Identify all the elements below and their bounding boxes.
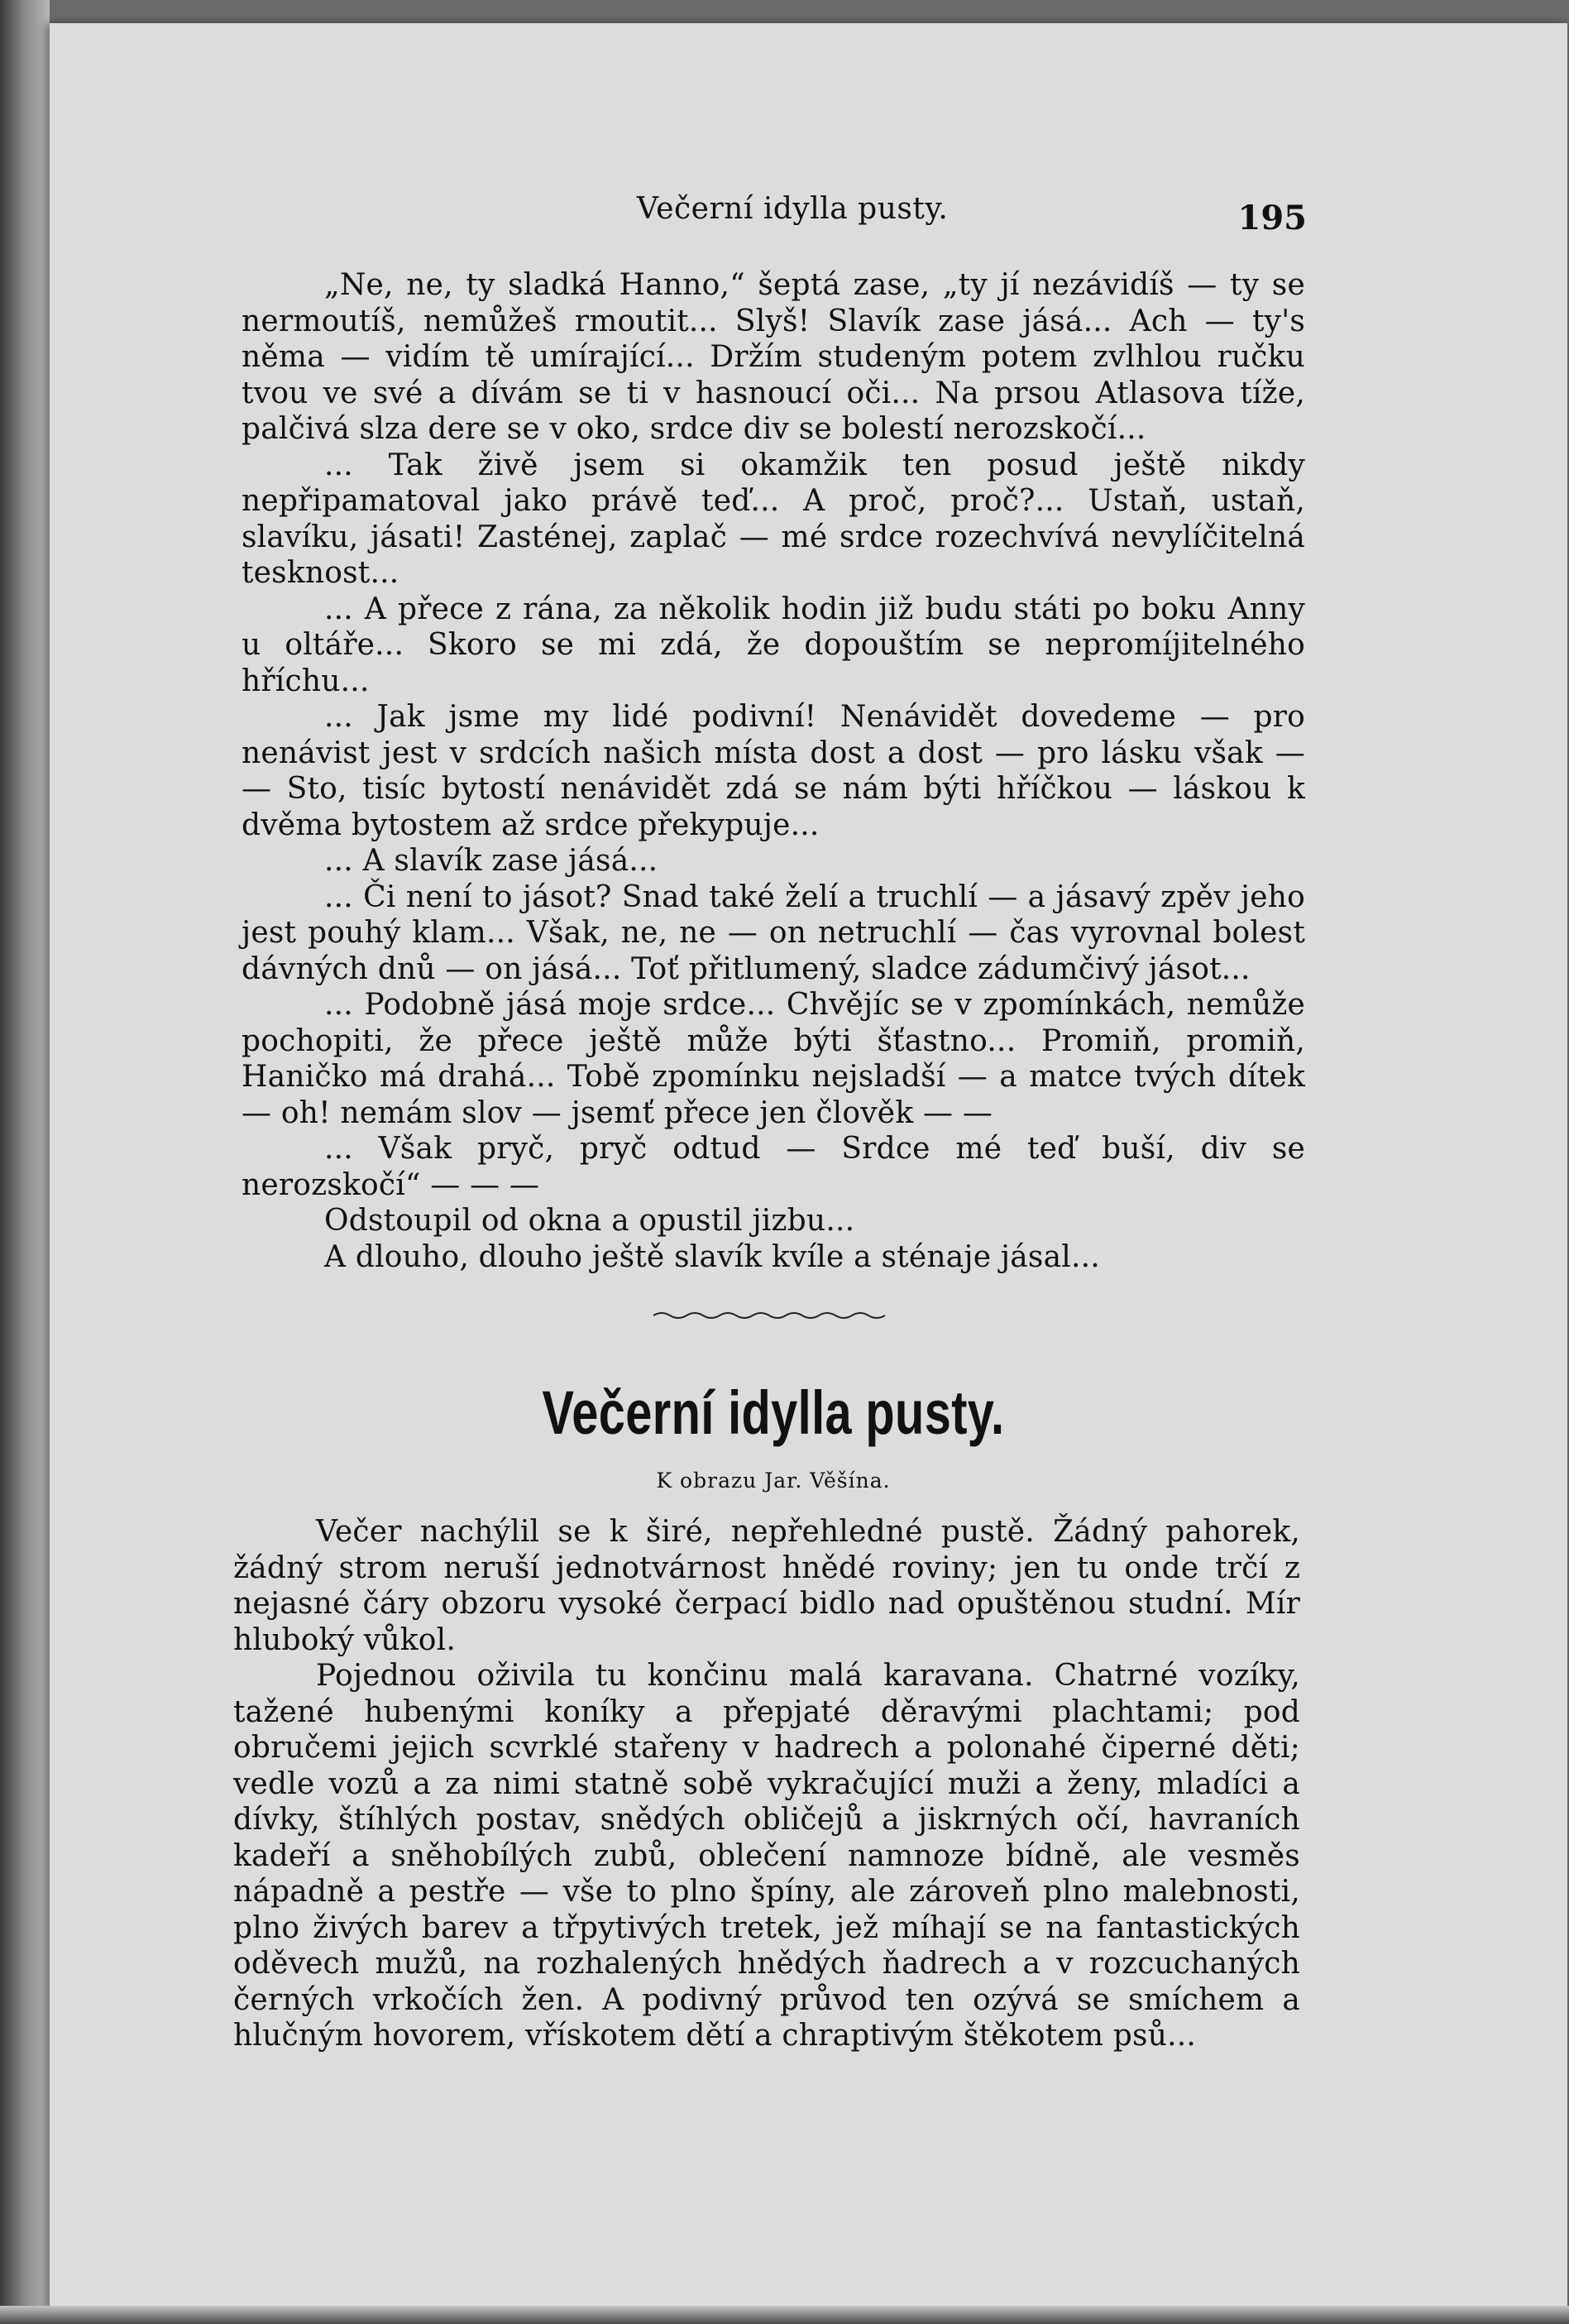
paragraph: Pojednou oživila tu končinu malá karavana. Chatrné vozíky, tažené hubenými koníky a přepjaté děravými plachtami; pod obručemi jejich scvrklé stařeny v hadrech a polonahé čiperné děti; vedle vozů a za nimi statně sobě vykračující muži a ženy, mladíci a dívky, štíhlých postav, snědých obličejů a jiskrných očí, havraních kadeří a sněhobílých zubů, oblečení namnoze bídně, ale vesměs nápadně a pestře — vše to plno špíny, ale zároveň plno malebnosti, plno živých barev a třpytivých tretek, jež míhají se na fantastických oděvech mužů, na rozhalených hnědých ňadrech a v rozcuchaných černých vrkočích žen. A podivný průvod ten ozývá se smíchem a hlučným hovorem, vřískotem dětí a chraptivým štěkotem psů...: [233, 1659, 1300, 2053]
page-number: 195: [1237, 199, 1307, 237]
paragraph: ... A přece z rána, za několik hodin již budu státi po boku Anny u oltáře... Skoro se mi zdá, že dopouštím se nepromíjitelného hříchu...: [242, 592, 1305, 698]
paragraph: „Ne, ne, ty sladká Hanno,“ šeptá zase, „ty jí nezávidíš — ty se nermoutíš, nemůžeš rmoutit... Slyš! Slavík zase jásá... Ach — ty's něma — vidím tě umírající... Držím studeným potem zvlhlou ručku tvou ve své a dívám se ti v hasnoucí oči... Na prsou Atlasova tíže, palčivá slza dere se v oko, srdce div se bolestí nerozskočí...: [242, 268, 1305, 446]
book-gutter-shadow: [0, 0, 50, 2324]
text-block-continuation: [242, 267, 1305, 1275]
page-bottom-edge: [0, 2306, 1569, 2324]
paragraph: Odstoupil od okna a opustil jizbu...: [324, 1204, 855, 1238]
paragraph: Večer nachýlil se k širé, nepřehledné pustě. Žádný pahorek, žádný strom neruší jednotvárnost hnědé roviny; jen tu onde trčí z nejasné čáry obzoru vysoké čerpací bidlo nad opuštěnou studní. Mír hluboký vůkol.: [233, 1515, 1300, 1657]
article-subtitle: K obrazu Jar. Věšína.: [656, 1469, 891, 1493]
paragraph: A dlouho, dlouho ještě slavík kvíle a sténaje jásal...: [324, 1239, 1100, 1274]
running-head: [240, 192, 1307, 242]
article-body: [233, 1514, 1300, 2054]
paragraph: ... A slavík zase jásá...: [324, 844, 658, 878]
running-title: Večerní idylla pusty.: [637, 192, 949, 226]
section-divider-ornament: [653, 1307, 885, 1324]
paragraph: ... Či není to jásot? Snad také želí a truchlí — a jásavý zpěv jeho jest pouhý klam... Však, ne, ne — on netruchlí — čas vyrovnal bolest dávných dnů — on jásá... Toť přitlumený, sladce zádumčivý jásot...: [242, 879, 1305, 986]
paragraph: ... Jak jsme my lidé podivní! Nenávidět dovedeme — pro nenávist jest v srdcích našich místa dost a dost — pro lásku však — — Sto, tisíc bytostí nenávidět zdá se nám býti hříčkou — láskou k dvěma bytostem až srdce překypuje...: [242, 700, 1305, 842]
paragraph: ... Však pryč, pryč odtud — Srdce mé teď buší, div se nerozskočí“ — — —: [242, 1132, 1305, 1202]
article-title: Večerní idylla pusty.: [542, 1378, 1005, 1447]
paragraph: ... Tak živě jsem si okamžik ten posud ještě nikdy nepřipamatoval jako právě teď... A proč, proč?... Ustaň, ustaň, slavíku, jásati! Zasténej, zaplač — mé srdce rozechvívá nevylíčitelná tesknost...: [242, 448, 1305, 590]
paragraph: ... Podobně jásá moje srdce... Chvějíc se v zpomínkách, nemůže pochopiti, že přece ještě může býti šťastno... Promiň, promiň, Haničko má drahá... Tobě zpomínku nejsladší — a matce tvých dítek — oh! nemám slov — jsemť přece jen člověk — —: [242, 988, 1305, 1130]
